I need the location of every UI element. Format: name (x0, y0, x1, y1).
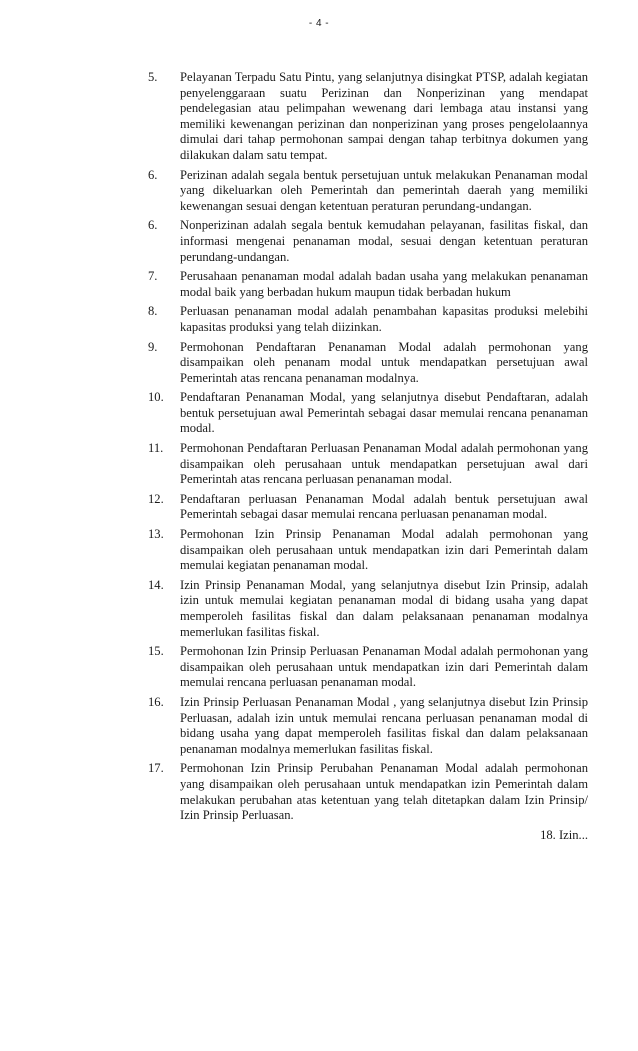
item-text: Izin Prinsip Penanaman Modal, yang selanjutnya disebut Izin Prinsip, adalah izin untuk memulai kegiatan penanaman modal di bidang usaha yang dapat memperoleh fasilitas fiskal dan dalam pelaksanaan penanaman modalnya memerlukan fasilitas fiskal. (180, 577, 588, 639)
list-item (148, 304, 588, 335)
item-number: 13. (148, 527, 164, 542)
item-number: 11. (148, 441, 164, 456)
item-number: 17. (148, 761, 164, 776)
item-text: Permohonan Pendaftaran Penanaman Modal adalah permohonan yang disampaikan oleh penanam modal untuk mendapatkan persetujuan awal Pemerintah atas rencana penanaman modalnya. (180, 339, 588, 385)
list-item (148, 168, 588, 215)
item-text: Perizinan adalah segala bentuk persetujuan untuk melakukan Penanaman modal yang dikeluarkan oleh Pemerintah dan pemerintah daerah yang memiliki kewenangan sesuai dengan ketentuan peraturan perundang-undangan. (180, 167, 588, 213)
item-number: 7. (148, 269, 158, 284)
item-text: Izin Prinsip Perluasan Penanaman Modal , yang selanjutnya disebut Izin Prinsip Perluasan, adalah izin untuk memulai rencana perluasan penanaman modal di bidang usaha yang dapat memperoleh fasilitas fiskal dan dalam pelaksanaan penanaman modalnya memerlukan fasilitas fiskal. (180, 694, 588, 756)
item-number: 6. (148, 167, 158, 182)
list-item (148, 441, 588, 488)
list-item (148, 492, 588, 523)
item-number: 12. (148, 491, 164, 506)
list-item (148, 695, 588, 757)
list-item (148, 527, 588, 574)
item-text: Permohonan Izin Prinsip Perubahan Penanaman Modal adalah permohonan yang disampaikan oleh perusahaan untuk mendapatkan izin Pemerintah dalam melakukan perubahan atas ketentuan yang telah ditetapkan dalam Izin Prinsip/ Izin Prinsip Perluasan. (180, 761, 588, 823)
list-item (148, 644, 588, 691)
item-text: Pendaftaran perluasan Penanaman Modal adalah bentuk persetujuan awal Pemerintah sebagai dasar memulai rencana perluasan penanaman modal. (180, 491, 588, 522)
page-number: - 4 - (308, 18, 330, 29)
list-item (148, 218, 588, 265)
item-number: 14. (148, 577, 164, 592)
item-number: 5. (148, 70, 158, 84)
list-item (148, 269, 588, 300)
list-item (148, 578, 588, 640)
item-number: 9. (148, 339, 158, 354)
item-number: 6. (148, 218, 158, 233)
definition-list (148, 70, 588, 843)
item-number: 8. (148, 304, 158, 319)
item-number: 16. (148, 694, 164, 709)
item-text: Permohonan Izin Prinsip Perluasan Penanaman Modal adalah permohonan yang disampaikan oleh perusahaan untuk mendapatkan izin dari Pemerintah dalam memulai rencana perluasan penanaman modal. (180, 644, 588, 690)
item-number: 15. (148, 644, 164, 659)
item-number: 10. (148, 390, 164, 405)
item-text: Nonperizinan adalah segala bentuk kemudahan pelayanan, fasilitas fiskal, dan informasi mengenai penanaman modal, sesuai dengan ketentuan peraturan perundang-undangan. (180, 218, 588, 264)
item-text: Perusahaan penanaman modal adalah badan usaha yang melakukan penanaman modal baik yang berbadan hukum maupun tidak berbadan hukum (180, 269, 588, 299)
item-text: Pelayanan Terpadu Satu Pintu, yang selanjutnya disingkat PTSP, adalah kegiatan penyelenggaraan suatu Perizinan dan Nonperizinan yang mendapat pendelegasian atau pelimpahan wewenang dari lembaga atau instansi yang memiliki kewenangan perizinan dan nonperizinan yang proses pengelolaannya dimulai dari tahap permohonan sampai dengan tahap terbitnya dokumen yang dilakukan dalam satu tempat. (180, 70, 588, 162)
list-item (148, 390, 588, 437)
item-text: Perluasan penanaman modal adalah penambahan kapasitas produksi melebihi kapasitas produksi yang telah diizinkan. (180, 304, 588, 334)
item-text: Pendaftaran Penanaman Modal, yang selanjutnya disebut Pendaftaran, adalah bentuk persetujuan awal Pemerintah sebagai dasar memulai rencana penanaman modal. (180, 390, 588, 436)
list-item (148, 761, 588, 823)
item-text: Permohonan Pendaftaran Perluasan Penanaman Modal adalah permohonan yang disampaikan oleh perusahaan untuk mendapatkan persetujuan awal dari Pemerintah atas rencana perluasan penanaman modal. (180, 441, 588, 487)
continuation-marker: 18. Izin... (540, 827, 588, 842)
item-text: Permohonan Izin Prinsip Penanaman Modal adalah permohonan yang disampaikan oleh perusahaan untuk mendapatkan izin dari Pemerintah dalam memulai kegiatan penanaman modal. (180, 527, 588, 573)
list-item (148, 340, 588, 387)
list-item (148, 70, 588, 164)
